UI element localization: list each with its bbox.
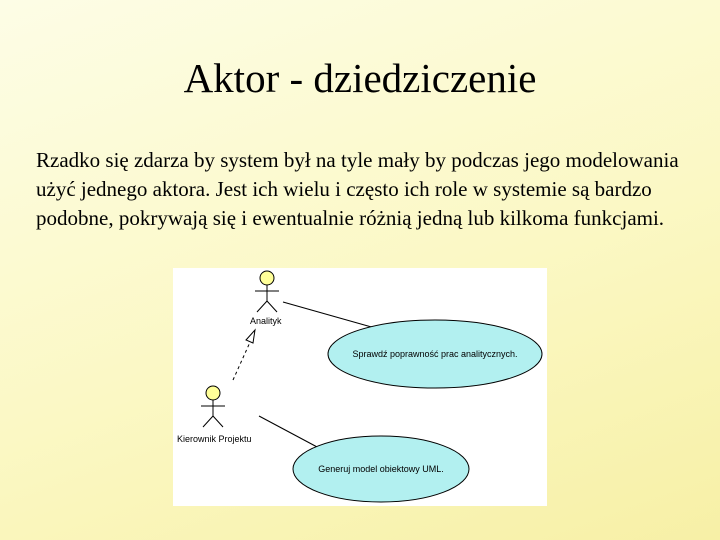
actor-analyst-head <box>260 271 274 285</box>
actor-manager-leg-right <box>213 416 223 427</box>
generalization-line <box>233 340 251 380</box>
actor-manager-head <box>206 386 220 400</box>
actor-analyst-leg-left <box>257 301 267 312</box>
use-case-verify <box>328 320 542 388</box>
association-analyst-verify <box>283 302 375 328</box>
actor-analyst-label: Analityk <box>250 316 282 326</box>
generalization-arrowhead <box>246 330 255 343</box>
actor-analyst <box>250 271 282 326</box>
use-case-diagram <box>173 268 547 506</box>
association-manager-generate <box>259 416 319 448</box>
slide-body-text: Rzadko się zdarza by system był na tyle mały by podczas jego modelowania użyć jednego aktora. Jest ich wielu i często ich role w systemie są bardzo podobne, pokrywają się i ewentualnie różnią jedną lub kilkoma funkcjami. <box>36 148 679 230</box>
actor-analyst-leg-right <box>267 301 277 312</box>
use-case-generate <box>293 436 469 502</box>
use-case-verify-label: Sprawdź poprawność prac analitycznych. <box>352 349 518 359</box>
use-case-generate-label: Generuj model obiektowy UML. <box>318 464 444 474</box>
actor-manager-label: Kierownik Projektu <box>177 434 252 444</box>
actor-manager <box>177 386 252 444</box>
use-case-diagram-canvas <box>173 268 547 506</box>
actor-manager-leg-left <box>203 416 213 427</box>
slide-title: Aktor - dziedziczenie <box>183 55 537 101</box>
